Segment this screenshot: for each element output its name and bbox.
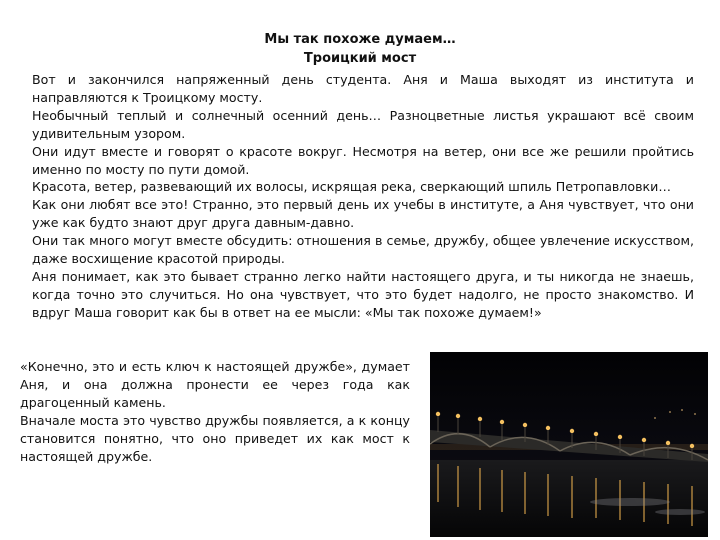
side-paragraph: «Конечно, это и есть ключ к настоящей дружбе», думает Аня, и она должна пронести ее через года как драгоценный камень.: [20, 359, 410, 410]
bridge-night-photo: [430, 352, 708, 537]
paragraph: Как они любят все это! Странно, это первый день их учебы в институте, а Аня чувствует, что они уже как будто знают друг друга давным-давно.: [32, 197, 694, 231]
river-water: [430, 460, 708, 537]
paragraph: Вот и закончился напряженный день студента. Аня и Маша выходят из института и направляются к Троицкому мосту.: [32, 72, 694, 105]
paragraph: Необычный теплый и солнечный осенний день… Разноцветные листья украшают всё своим удивительным узором.: [32, 107, 694, 141]
paragraph: Они так много могут вместе обсудить: отношения в семье, дружбу, общее увлечение искусством, даже восхищение красотой природы.: [32, 233, 694, 267]
page-title: Мы так похоже думаем…: [264, 32, 456, 47]
bridge-illustration: [430, 352, 708, 537]
side-text: [20, 358, 410, 465]
paragraph: Они идут вместе и говорят о красоте вокруг. Несмотря на ветер, они все же решили пройтись именно по мосту по пути домой.: [32, 143, 694, 177]
main-text: [32, 71, 694, 322]
page-subtitle: Троицкий мост: [303, 51, 417, 66]
paragraph: Аня понимает, как это бывает странно легко найти настоящего друга, и ты никогда не знаешь, когда точно это случиться. Но она чувствует, что это будет надолго, не просто знакомство. И вдруг Маша говорит как бы в ответ на ее мысли: «Мы так похоже думаем!»: [32, 268, 694, 320]
paragraph: Красота, ветер, развевающий их волосы, искрящая река, сверкающий шпиль Петропавловки…: [32, 179, 671, 195]
side-paragraph: Вначале моста это чувство дружбы появляется, а к концу становится понятно, что оно приведет их как мост к настоящей дружбе.: [20, 412, 410, 464]
